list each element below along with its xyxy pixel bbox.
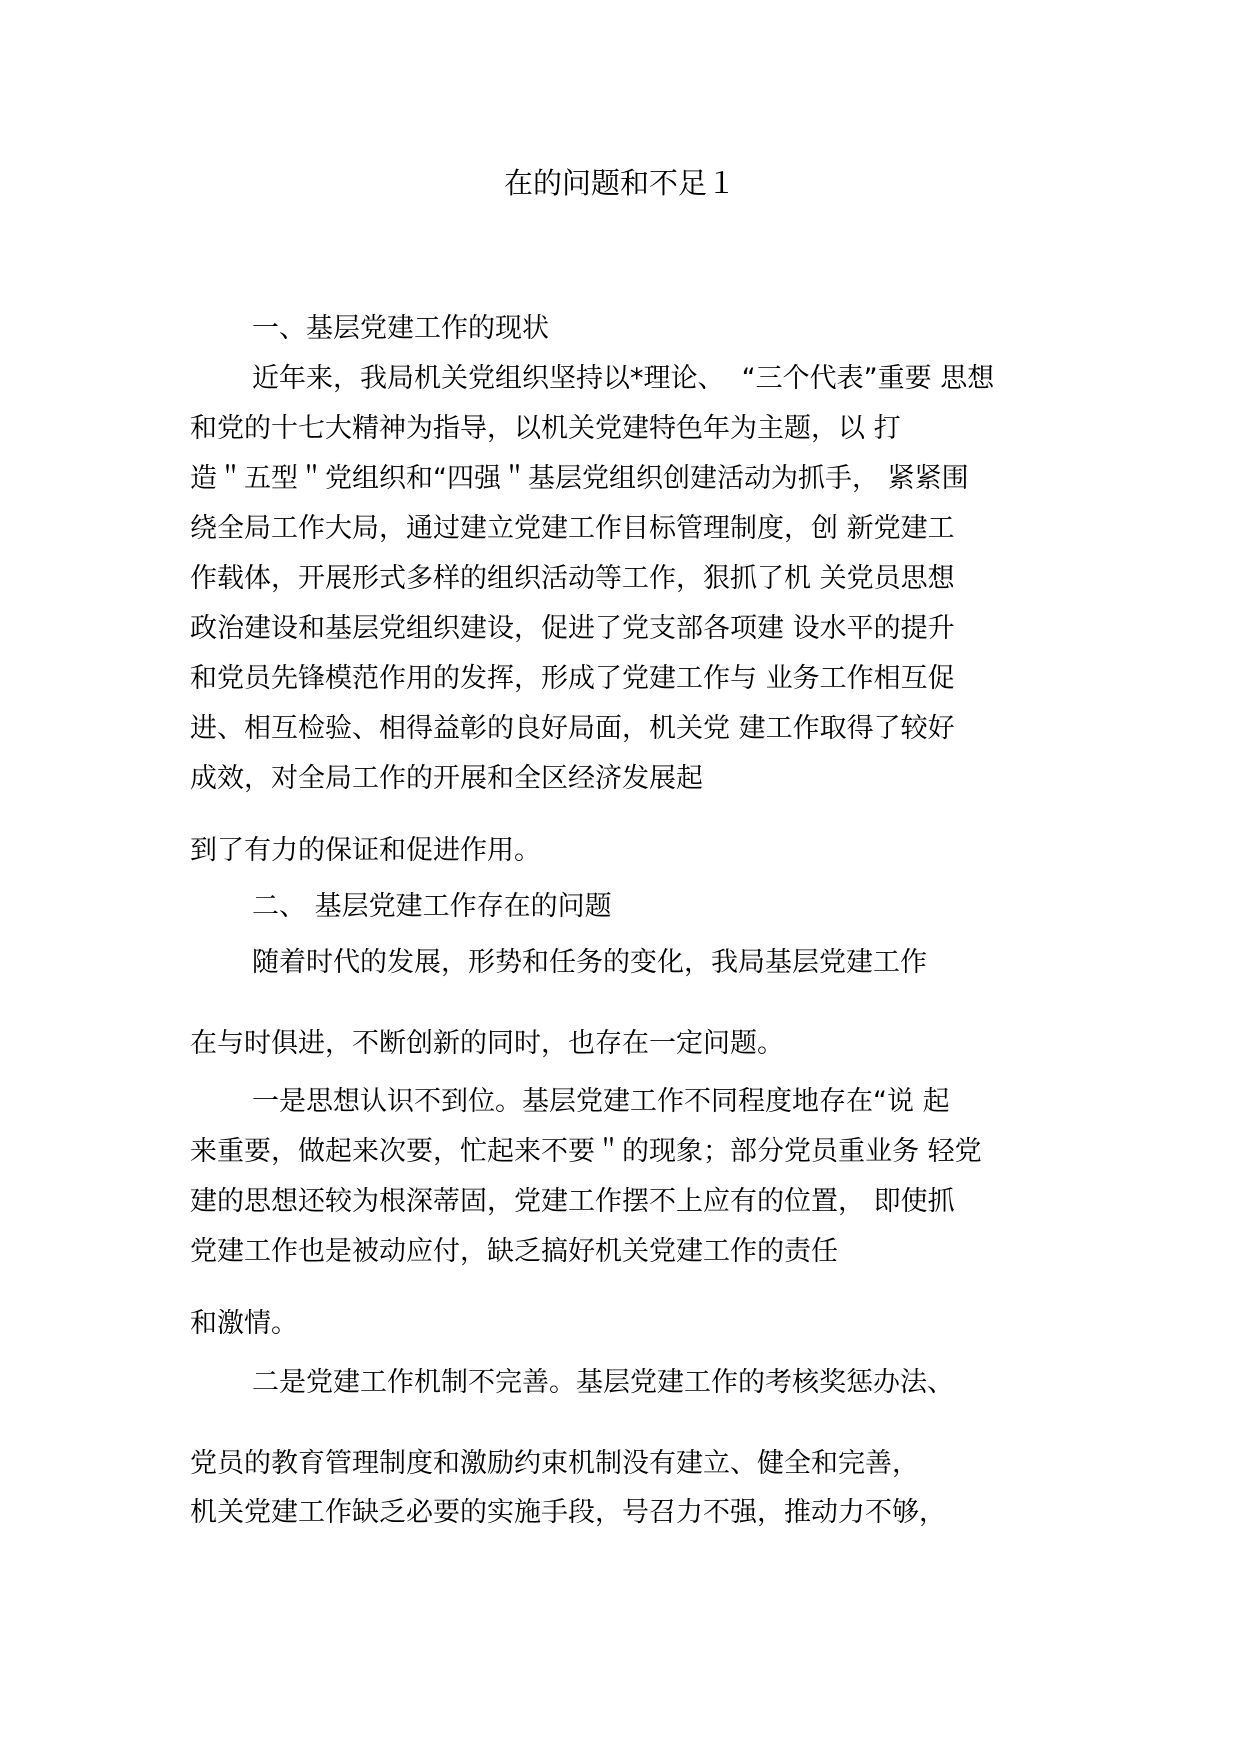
paragraph-line: 在与时俱进，不断创新的同时，也存在一定问题。 [190,1028,784,1059]
paragraph-line: 二是党建工作机制不完善。基层党建工作的考核奖惩办法、 [252,1367,954,1398]
section-heading-1: 一、基层党建工作的现状 [252,313,549,344]
paragraph-line: 机关党建工作缺乏必要的实施手段，号召力不强，推动力不够， [190,1497,946,1528]
paragraph-line: 作载体，开展形式多样的组织活动等工作，狠抓了机 关党员思想 [190,563,955,594]
paragraph-line: 党员的教育管理制度和激励约束机制没有建立、健全和完善， [190,1448,919,1479]
section-heading-2: 二、 基层党建工作存在的问题 [252,891,612,922]
paragraph-line: 政治建设和基层党组织建设，促进了党支部各项建 设水平的提升 [190,613,955,644]
paragraph-line: 随着时代的发展，形势和任务的变化，我局基层党建工作 [252,947,927,978]
paragraph-line: 和党员先锋模范作用的发挥，形成了党建工作与 业务工作相互促 [190,663,955,694]
paragraph-line: 绕全局工作大局，通过建立党建工作目标管理制度，创 新党建工 [190,513,955,544]
paragraph-line: 建的思想还较为根深蒂固，党建工作摆不上应有的位置， 即使抓 [190,1186,955,1217]
paragraph-line: 造＂五型＂党组织和“四强＂基层党组织创建活动为抓手， 紧紧围 [190,463,969,494]
paragraph-line: 党建工作也是被动应付，缺乏搞好机关党建工作的责任 [190,1236,838,1267]
paragraph-line: 和党的十七大精神为指导，以机关党建特色年为主题，以 打 [190,413,901,444]
paragraph-line: 一是思想认识不到位。基层党建工作不同程度地存在“说 起 [252,1086,950,1117]
paragraph-line: 来重要，做起来次要，忙起来不要＂的现象；部分党员重业务 轻党 [190,1136,982,1167]
page-title: 在的问题和不足１ [503,166,736,200]
paragraph-line: 到了有力的保证和促进作用。 [190,835,541,866]
paragraph-line: 进、相互检验、相得益彰的良好局面，机关党 建工作取得了较好 [190,713,955,744]
paragraph-line: 近年来，我局机关党组织坚持以*理论、 “三个代表”重要 思想 [252,363,995,394]
paragraph-line: 和激情。 [190,1308,298,1339]
paragraph-line: 成效，对全局工作的开展和全区经济发展起 [190,763,703,794]
